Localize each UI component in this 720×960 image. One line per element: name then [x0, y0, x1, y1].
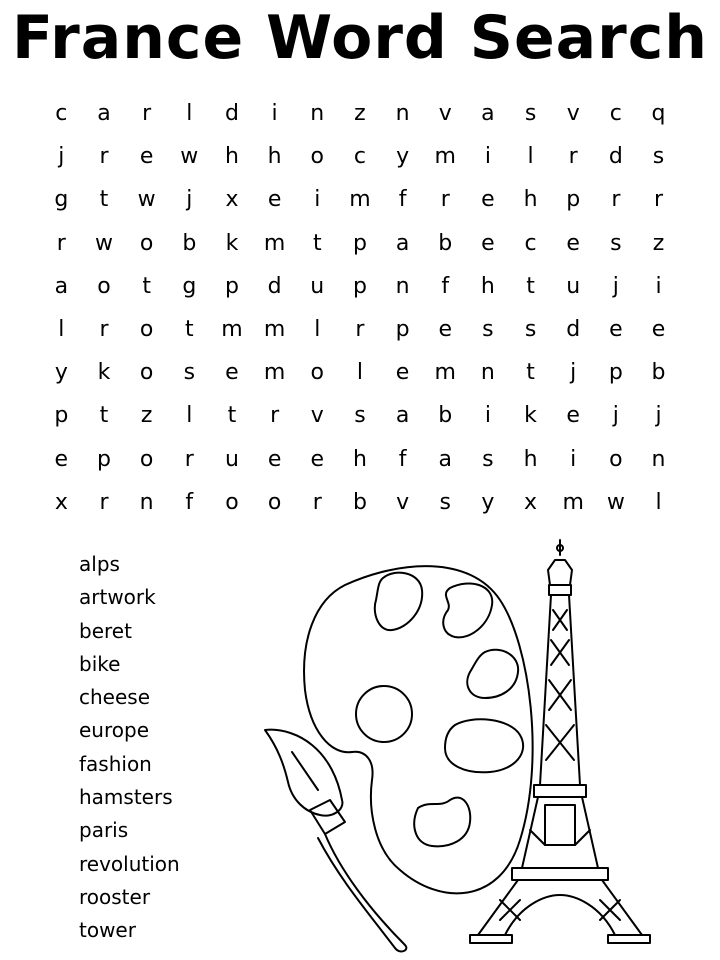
grid-cell[interactable]: l — [58, 316, 65, 342]
paintbrush-icon — [265, 730, 406, 952]
grid-cell[interactable]: e — [566, 403, 580, 429]
grid-cell[interactable]: h — [523, 187, 538, 213]
grid-cell[interactable]: f — [441, 273, 450, 299]
grid-cell[interactable]: r — [184, 446, 194, 472]
grid-cell[interactable]: r — [99, 144, 109, 170]
grid-cell[interactable]: p — [352, 230, 367, 256]
grid-cell[interactable]: a — [481, 101, 495, 126]
grid-cell[interactable]: r — [99, 489, 109, 515]
grid-cell[interactable]: s — [354, 403, 366, 429]
word-list-item: tower — [79, 918, 136, 943]
grid-cell[interactable]: e — [609, 316, 623, 342]
grid-cell[interactable]: j — [612, 273, 619, 299]
grid-cell[interactable]: s — [652, 144, 665, 170]
grid-cell[interactable]: m — [263, 316, 286, 342]
grid-row — [40, 265, 680, 308]
grid-cell[interactable]: w — [137, 187, 156, 213]
grid-cell[interactable]: y — [396, 144, 410, 170]
grid-cell[interactable]: b — [182, 230, 197, 256]
grid-row — [40, 178, 680, 221]
grid-row — [40, 222, 680, 265]
grid-cell[interactable]: j — [612, 403, 619, 429]
grid-cell[interactable]: t — [99, 403, 109, 429]
grid-cell[interactable]: h — [352, 446, 367, 472]
grid-cell[interactable]: u — [310, 273, 325, 299]
grid-cell[interactable]: m — [434, 144, 456, 170]
grid-cell[interactable]: k — [524, 403, 537, 429]
grid-cell[interactable]: f — [185, 489, 194, 515]
grid-cell[interactable]: r — [653, 187, 664, 213]
grid-cell[interactable]: v — [310, 403, 324, 429]
grid-cell[interactable]: m — [349, 187, 371, 213]
grid-cell[interactable]: l — [186, 403, 193, 429]
grid-row — [40, 92, 680, 135]
grid-cell[interactable]: b — [352, 489, 367, 515]
grid-cell[interactable]: d — [566, 316, 581, 342]
grid-cell[interactable]: p — [352, 273, 367, 299]
grid-cell[interactable]: p — [97, 446, 111, 472]
grid-cell[interactable]: r — [270, 403, 280, 429]
grid-cell[interactable]: x — [225, 187, 239, 213]
grid-cell[interactable]: w — [180, 144, 199, 170]
grid-cell[interactable]: w — [94, 230, 113, 256]
grid-cell[interactable]: t — [526, 360, 535, 386]
grid-cell[interactable]: a — [438, 446, 452, 472]
grid-cell[interactable]: i — [570, 446, 577, 472]
grid-cell[interactable]: y — [481, 489, 495, 515]
grid-cell[interactable]: t — [526, 273, 535, 299]
grid-cell[interactable]: u — [224, 446, 239, 472]
grid-cell[interactable]: s — [524, 101, 537, 126]
grid-cell[interactable]: s — [439, 489, 451, 515]
grid-cell[interactable]: y — [54, 360, 68, 386]
grid-cell[interactable]: i — [271, 101, 278, 126]
grid-cell[interactable]: l — [655, 489, 662, 515]
grid-cell[interactable]: o — [267, 489, 282, 515]
grid-cell[interactable]: e — [481, 230, 495, 256]
grid-cell[interactable]: z — [354, 101, 366, 126]
grid-cell[interactable]: a — [54, 273, 69, 299]
grid-cell[interactable]: e — [566, 230, 580, 256]
grid-cell[interactable]: r — [56, 230, 66, 256]
grid-cell[interactable]: r — [355, 316, 365, 342]
grid-cell[interactable]: k — [225, 230, 239, 256]
word-list-item: rooster — [79, 884, 151, 909]
grid-cell[interactable]: r — [142, 101, 152, 126]
grid-cell[interactable]: g — [54, 187, 69, 213]
palette-icon — [304, 566, 533, 893]
word-list-item: revolution — [79, 851, 180, 876]
grid-row — [40, 135, 680, 178]
grid-cell[interactable]: j — [186, 187, 193, 213]
grid-cell[interactable]: e — [225, 360, 239, 386]
grid-cell[interactable]: s — [610, 230, 622, 256]
grid-cell[interactable]: k — [97, 360, 111, 386]
grid-cell[interactable]: f — [398, 446, 407, 472]
grid-cell[interactable]: h — [267, 144, 282, 170]
grid-cell[interactable]: b — [438, 403, 453, 429]
grid-row — [40, 351, 680, 394]
grid-cell[interactable]: c — [55, 101, 68, 126]
grid-cell[interactable]: l — [356, 360, 363, 386]
word-list-item: hamsters — [79, 785, 173, 810]
grid-cell[interactable]: h — [523, 446, 538, 472]
grid-cell[interactable]: d — [608, 144, 623, 170]
grid-cell[interactable]: j — [570, 360, 577, 386]
grid-cell[interactable]: t — [142, 273, 151, 299]
grid-cell[interactable]: q — [651, 101, 666, 126]
grid-cell[interactable]: x — [524, 489, 538, 515]
grid-cell[interactable]: t — [312, 230, 322, 256]
grid-cell[interactable]: p — [566, 187, 581, 213]
grid-cell[interactable]: i — [655, 273, 662, 299]
grid-cell[interactable]: l — [314, 316, 321, 342]
grid-cell[interactable]: e — [651, 316, 666, 342]
grid-cell[interactable]: r — [611, 187, 621, 213]
illustrations — [255, 535, 720, 960]
word-list — [79, 548, 180, 948]
grid-cell[interactable]: o — [310, 360, 324, 386]
grid-row — [40, 481, 680, 524]
grid-cell[interactable]: m — [263, 360, 286, 386]
grid-cell[interactable]: u — [566, 273, 581, 299]
word-list-item: alps — [79, 552, 120, 576]
grid-cell[interactable]: t — [99, 187, 109, 213]
grid-cell[interactable]: s — [482, 446, 494, 472]
grid-row — [40, 308, 680, 351]
grid-cell[interactable]: e — [54, 446, 69, 472]
grid-cell[interactable]: e — [395, 360, 410, 386]
grid-cell[interactable]: m — [434, 360, 456, 386]
page-title: France Word Search — [11, 3, 709, 73]
grid-cell[interactable]: i — [484, 403, 491, 429]
grid-cell[interactable]: n — [480, 360, 495, 386]
grid-cell[interactable]: n — [139, 489, 154, 515]
grid-cell[interactable]: g — [182, 273, 197, 299]
grid-cell[interactable]: i — [484, 144, 491, 170]
grid-cell[interactable]: e — [481, 187, 495, 213]
grid-cell[interactable]: t — [227, 403, 237, 429]
grid-cell[interactable]: s — [183, 360, 196, 386]
word-list-item: artwork — [79, 585, 156, 610]
grid-cell[interactable]: p — [608, 360, 623, 386]
grid-cell[interactable]: r — [440, 187, 450, 213]
grid-cell[interactable]: m — [263, 230, 286, 256]
grid-cell[interactable]: c — [353, 144, 366, 170]
grid-cell[interactable]: o — [310, 144, 324, 170]
grid-cell[interactable]: z — [652, 230, 665, 256]
grid-cell[interactable]: s — [482, 316, 494, 342]
grid-row — [40, 438, 680, 481]
grid-cell[interactable]: w — [606, 489, 625, 515]
grid-cell[interactable]: a — [97, 101, 111, 126]
word-list-item: cheese — [79, 685, 151, 710]
grid-cell[interactable]: b — [651, 360, 666, 386]
grid-cell[interactable]: j — [655, 403, 662, 429]
grid-cell[interactable]: e — [267, 446, 282, 472]
grid-cell[interactable]: a — [395, 230, 410, 256]
grid-cell[interactable]: i — [314, 187, 321, 213]
grid-cell[interactable]: h — [480, 273, 495, 299]
grid-cell[interactable]: o — [139, 230, 154, 256]
word-list-item: paris — [79, 818, 129, 843]
grid-cell[interactable]: h — [224, 144, 239, 170]
grid-cell[interactable]: j — [58, 144, 65, 170]
grid-cell[interactable]: x — [54, 489, 68, 515]
grid-cell[interactable]: b — [438, 230, 453, 256]
letter-grid[interactable] — [40, 92, 680, 524]
grid-cell[interactable]: a — [395, 403, 410, 429]
grid-cell[interactable]: e — [310, 446, 325, 472]
grid-cell[interactable]: m — [562, 489, 584, 515]
grid-cell[interactable]: l — [527, 144, 534, 170]
word-list-item: fashion — [79, 751, 152, 776]
grid-cell[interactable]: d — [224, 101, 239, 126]
grid-cell[interactable]: v — [438, 101, 452, 126]
grid-cell[interactable]: n — [310, 101, 325, 126]
grid-cell[interactable]: n — [651, 446, 666, 472]
grid-cell[interactable]: d — [267, 273, 282, 299]
grid-cell[interactable]: v — [566, 101, 580, 126]
grid-cell[interactable]: p — [54, 403, 69, 429]
grid-cell[interactable]: o — [139, 360, 154, 386]
grid-cell[interactable]: o — [139, 446, 154, 472]
grid-cell[interactable]: c — [524, 230, 537, 256]
grid-cell[interactable]: r — [568, 144, 578, 170]
grid-cell[interactable]: o — [139, 316, 154, 342]
grid-cell[interactable]: p — [224, 273, 239, 299]
grid-cell[interactable]: p — [395, 316, 410, 342]
grid-cell[interactable]: o — [609, 446, 623, 472]
grid-cell[interactable]: r — [312, 489, 322, 515]
word-list-item: beret — [79, 618, 132, 643]
grid-cell[interactable]: o — [97, 273, 111, 299]
grid-cell[interactable]: e — [139, 144, 154, 170]
word-list-item: bike — [79, 651, 121, 676]
eiffel-tower-icon — [470, 540, 650, 943]
grid-cell[interactable]: m — [221, 316, 243, 342]
grid-cell[interactable]: r — [99, 316, 109, 342]
grid-cell[interactable]: o — [225, 489, 239, 515]
grid-cell[interactable]: c — [609, 101, 622, 126]
grid-cell[interactable]: f — [398, 187, 407, 213]
grid-cell[interactable]: v — [396, 489, 410, 515]
grid-cell[interactable]: z — [140, 403, 153, 429]
grid-cell[interactable]: s — [524, 316, 537, 342]
grid-cell[interactable]: n — [395, 101, 410, 126]
grid-cell[interactable]: t — [184, 316, 194, 342]
grid-row — [40, 394, 680, 437]
word-list-item: europe — [79, 718, 149, 743]
grid-cell[interactable]: e — [438, 316, 452, 342]
grid-cell[interactable]: n — [395, 273, 410, 299]
grid-cell[interactable]: l — [186, 101, 193, 126]
grid-cell[interactable]: e — [267, 187, 282, 213]
